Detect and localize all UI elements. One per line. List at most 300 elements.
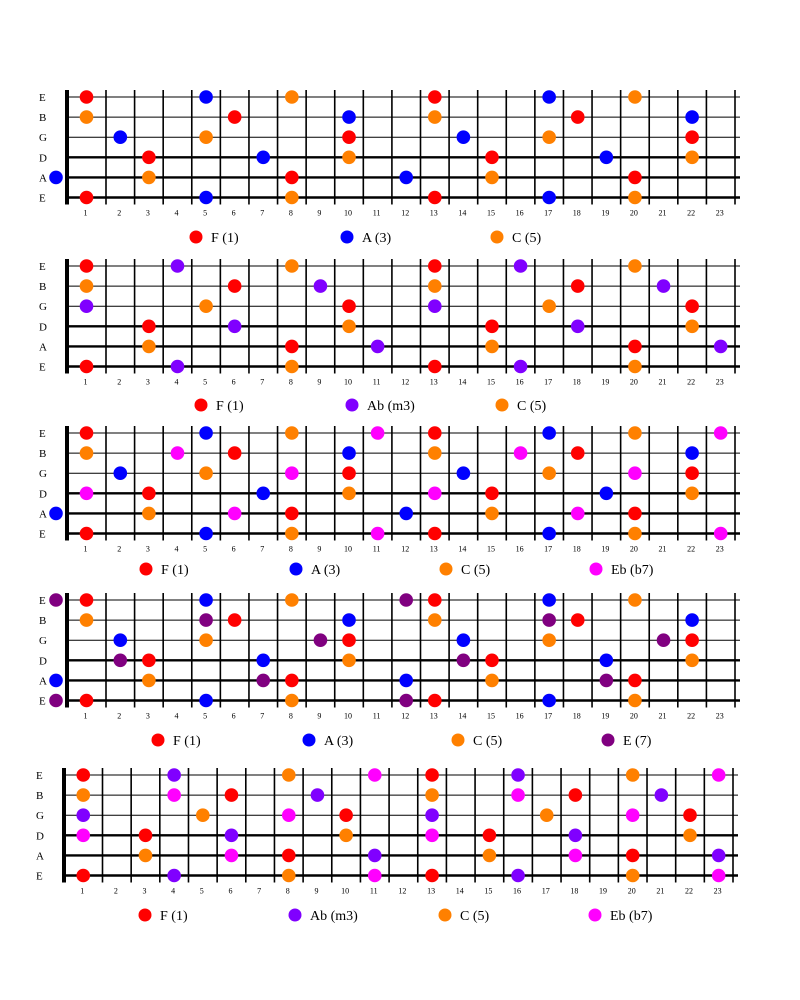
note-dot <box>80 613 94 627</box>
legend-label: Eb (b7) <box>610 909 653 924</box>
note-dot <box>49 674 63 688</box>
note-dot <box>142 171 156 185</box>
fret-number: 8 <box>288 208 293 218</box>
note-dot <box>80 360 94 374</box>
note-dot <box>199 426 213 440</box>
note-dot <box>485 674 499 688</box>
note-dot <box>485 507 499 521</box>
note-dot <box>368 869 382 883</box>
string-label: G <box>36 810 44 823</box>
fret-number: 1 <box>83 711 88 721</box>
note-dot <box>225 849 239 863</box>
note-dot <box>282 869 296 883</box>
fret-number: 3 <box>145 711 150 721</box>
note-dot <box>339 829 353 843</box>
note-dot <box>542 90 556 104</box>
nut <box>65 593 69 708</box>
note-dot <box>600 654 614 668</box>
note-dot <box>626 768 640 782</box>
legend-swatch <box>346 399 359 412</box>
string-label: E <box>39 92 46 104</box>
fret-number: 14 <box>458 544 467 554</box>
note-dot <box>228 320 242 334</box>
nut <box>62 768 66 883</box>
string-label: D <box>39 655 47 668</box>
note-dot <box>542 130 556 144</box>
note-dot <box>199 130 213 144</box>
legend-label: F (1) <box>161 563 189 578</box>
fret-number: 6 <box>231 377 236 387</box>
note-dot <box>542 191 556 205</box>
note-dot <box>285 466 299 480</box>
fret-number: 10 <box>344 208 353 218</box>
note-dot <box>228 507 242 521</box>
note-dot <box>285 593 299 607</box>
fret-number: 17 <box>544 208 553 218</box>
note-dot <box>171 446 185 460</box>
note-dot <box>428 446 442 460</box>
note-dot <box>142 654 156 668</box>
note-dot <box>428 694 442 708</box>
fret-number: 5 <box>203 377 208 387</box>
fret-number: 12 <box>401 544 410 554</box>
fret-number: 13 <box>429 208 438 218</box>
note-dot <box>113 466 127 480</box>
note-dot <box>428 360 442 374</box>
fret-number: 17 <box>544 711 553 721</box>
legend-swatch <box>152 734 165 747</box>
fret-number: 19 <box>601 711 610 721</box>
fret-number: 9 <box>314 886 319 896</box>
note-dot <box>569 829 583 843</box>
note-dot <box>514 360 528 374</box>
note-dot <box>542 299 556 313</box>
fret-number: 5 <box>203 208 208 218</box>
fret-number: 13 <box>429 711 438 721</box>
note-dot <box>285 360 299 374</box>
note-dot <box>683 808 697 822</box>
note-dot <box>685 613 699 627</box>
note-dot <box>80 446 94 460</box>
fret-number: 7 <box>260 208 265 218</box>
legend-label: C (5) <box>473 734 503 749</box>
fret-number: 12 <box>401 208 410 218</box>
note-dot <box>428 110 442 124</box>
fret-number: 4 <box>171 886 176 896</box>
fret-number: 10 <box>344 544 353 554</box>
note-dot <box>685 633 699 647</box>
legend-swatch <box>290 563 303 576</box>
note-dot <box>80 259 94 273</box>
note-dot <box>80 110 94 124</box>
fret-number: 21 <box>658 711 667 721</box>
fret-number: 3 <box>145 208 150 218</box>
note-dot <box>285 507 299 521</box>
legend-label: F (1) <box>211 231 239 246</box>
note-dot <box>139 829 153 843</box>
fret-number: 7 <box>257 886 262 896</box>
note-dot <box>511 788 525 802</box>
note-dot <box>399 593 413 607</box>
legend-swatch <box>341 231 354 244</box>
fret-number: 21 <box>658 377 667 387</box>
note-dot <box>285 527 299 541</box>
note-dot <box>428 279 442 293</box>
note-dot <box>685 466 699 480</box>
fretboard-diagram-f-dominant-7 <box>39 426 740 578</box>
note-dot <box>425 768 439 782</box>
fret-number: 23 <box>715 208 724 218</box>
note-dot <box>628 527 642 541</box>
note-dot <box>342 320 356 334</box>
fret-number: 18 <box>572 208 581 218</box>
fret-number: 3 <box>142 886 147 896</box>
string-label: A <box>39 172 47 185</box>
fret-number: 5 <box>199 886 204 896</box>
fret-number: 7 <box>260 377 265 387</box>
note-dot <box>167 768 181 782</box>
note-dot <box>285 171 299 185</box>
legend-swatch <box>289 909 302 922</box>
note-dot <box>371 527 385 541</box>
note-dot <box>49 507 63 521</box>
fret-number: 1 <box>83 544 88 554</box>
note-dot <box>342 299 356 313</box>
note-dot <box>171 259 185 273</box>
note-dot <box>428 426 442 440</box>
legend-swatch <box>139 909 152 922</box>
note-dot <box>314 633 328 647</box>
nut <box>65 426 69 541</box>
string-label: E <box>36 770 43 782</box>
fret-number: 2 <box>117 377 122 387</box>
note-dot <box>571 110 585 124</box>
note-dot <box>569 788 583 802</box>
fret-number: 18 <box>572 377 581 387</box>
string-label: D <box>36 830 44 843</box>
note-dot <box>139 849 153 863</box>
nut <box>65 259 69 374</box>
legend-label: Eb (b7) <box>611 563 654 578</box>
note-dot <box>142 507 156 521</box>
note-dot <box>76 829 90 843</box>
note-dot <box>80 191 94 205</box>
fret-number: 2 <box>117 208 122 218</box>
fretboard-diagram-f-minor-7 <box>36 768 738 924</box>
note-dot <box>712 768 726 782</box>
legend-label: A (3) <box>362 231 392 246</box>
note-dot <box>80 279 94 293</box>
note-dot <box>483 829 497 843</box>
fret-number: 15 <box>486 711 495 721</box>
legend-swatch <box>190 231 203 244</box>
note-dot <box>685 320 699 334</box>
fret-number: 5 <box>203 711 208 721</box>
fret-number: 13 <box>429 544 438 554</box>
note-dot <box>571 279 585 293</box>
note-dot <box>142 151 156 165</box>
note-dot <box>457 130 471 144</box>
legend-label: F (1) <box>216 399 244 414</box>
note-dot <box>228 110 242 124</box>
fret-number: 17 <box>544 544 553 554</box>
fret-number: 6 <box>231 544 236 554</box>
note-dot <box>511 869 525 883</box>
fret-number: 17 <box>541 886 550 896</box>
string-label: B <box>39 112 47 125</box>
note-dot <box>628 360 642 374</box>
note-dot <box>282 808 296 822</box>
note-dot <box>76 768 90 782</box>
note-dot <box>428 593 442 607</box>
fret-number: 22 <box>687 377 696 387</box>
fret-number: 4 <box>174 711 179 721</box>
note-dot <box>428 527 442 541</box>
string-label: G <box>39 468 47 481</box>
fret-number: 4 <box>174 208 179 218</box>
note-dot <box>714 527 728 541</box>
fret-number: 16 <box>515 544 524 554</box>
string-label: A <box>39 508 47 521</box>
note-dot <box>485 487 499 501</box>
note-dot <box>342 446 356 460</box>
note-dot <box>113 130 127 144</box>
note-dot <box>540 808 554 822</box>
note-dot <box>285 674 299 688</box>
note-dot <box>485 340 499 354</box>
fret-number: 12 <box>398 886 407 896</box>
note-dot <box>80 299 94 313</box>
string-label: E <box>39 528 46 541</box>
note-dot <box>485 171 499 185</box>
fret-number: 2 <box>117 711 122 721</box>
note-dot <box>142 674 156 688</box>
note-dot <box>113 654 127 668</box>
fret-number: 9 <box>317 711 322 721</box>
fret-number: 5 <box>203 544 208 554</box>
string-label: G <box>39 301 47 314</box>
note-dot <box>282 768 296 782</box>
note-dot <box>628 171 642 185</box>
fretboard-diagram-f-minor <box>39 259 740 414</box>
note-dot <box>199 90 213 104</box>
note-dot <box>399 171 413 185</box>
note-dot <box>600 487 614 501</box>
note-dot <box>199 613 213 627</box>
string-label: D <box>39 152 47 165</box>
fret-number: 9 <box>317 544 322 554</box>
fret-number: 23 <box>715 377 724 387</box>
note-dot <box>685 654 699 668</box>
fret-number: 23 <box>715 544 724 554</box>
note-dot <box>571 446 585 460</box>
string-label: D <box>39 321 47 334</box>
note-dot <box>657 633 671 647</box>
note-dot <box>196 808 210 822</box>
fret-number: 19 <box>601 377 610 387</box>
note-dot <box>282 849 296 863</box>
fret-number: 12 <box>401 377 410 387</box>
legend-swatch <box>439 909 452 922</box>
note-dot <box>342 487 356 501</box>
fret-number: 16 <box>515 377 524 387</box>
note-dot <box>256 654 270 668</box>
note-dot <box>368 849 382 863</box>
note-dot <box>199 593 213 607</box>
note-dot <box>228 279 242 293</box>
note-dot <box>628 507 642 521</box>
fret-number: 15 <box>486 208 495 218</box>
fret-number: 6 <box>231 711 236 721</box>
string-label: B <box>39 281 47 294</box>
note-dot <box>342 110 356 124</box>
fret-number: 11 <box>369 886 378 896</box>
legend-swatch <box>195 399 208 412</box>
note-dot <box>142 487 156 501</box>
fret-number: 20 <box>629 208 638 218</box>
fret-number: 16 <box>515 711 524 721</box>
fret-number: 8 <box>288 377 293 387</box>
note-dot <box>685 151 699 165</box>
fret-number: 10 <box>344 377 353 387</box>
legend-swatch <box>590 563 603 576</box>
fret-number: 14 <box>458 711 467 721</box>
fret-number: 16 <box>513 886 522 896</box>
fret-number: 22 <box>687 544 696 554</box>
fret-number: 20 <box>629 377 638 387</box>
note-dot <box>657 279 671 293</box>
note-dot <box>371 340 385 354</box>
note-dot <box>256 487 270 501</box>
fret-number: 10 <box>344 711 353 721</box>
fret-number: 11 <box>372 544 381 554</box>
note-dot <box>628 426 642 440</box>
note-dot <box>425 869 439 883</box>
fret-number: 14 <box>458 377 467 387</box>
fret-number: 7 <box>260 711 265 721</box>
note-dot <box>142 320 156 334</box>
note-dot <box>714 426 728 440</box>
note-dot <box>514 446 528 460</box>
note-dot <box>425 788 439 802</box>
fret-number: 19 <box>599 886 608 896</box>
note-dot <box>371 426 385 440</box>
fret-number: 1 <box>80 886 85 896</box>
note-dot <box>80 593 94 607</box>
fret-number: 13 <box>427 886 436 896</box>
fret-number: 12 <box>401 711 410 721</box>
note-dot <box>199 527 213 541</box>
note-dot <box>76 808 90 822</box>
fret-number: 18 <box>570 886 579 896</box>
note-dot <box>80 426 94 440</box>
note-dot <box>339 808 353 822</box>
note-dot <box>80 694 94 708</box>
string-label: B <box>36 790 44 803</box>
fret-number: 22 <box>687 711 696 721</box>
note-dot <box>542 466 556 480</box>
legend-label: E (7) <box>623 734 652 749</box>
string-label: A <box>36 850 44 863</box>
note-dot <box>457 654 471 668</box>
fret-number: 18 <box>572 544 581 554</box>
note-dot <box>428 487 442 501</box>
legend-label: F (1) <box>160 909 188 924</box>
note-dot <box>342 151 356 165</box>
note-dot <box>225 829 239 843</box>
legend-label: F (1) <box>173 734 201 749</box>
note-dot <box>457 633 471 647</box>
note-dot <box>425 808 439 822</box>
note-dot <box>485 320 499 334</box>
note-dot <box>626 869 640 883</box>
fret-number: 13 <box>429 377 438 387</box>
fret-number: 3 <box>145 544 150 554</box>
note-dot <box>542 527 556 541</box>
note-dot <box>712 869 726 883</box>
string-label: G <box>39 635 47 648</box>
note-dot <box>399 507 413 521</box>
string-label: A <box>39 675 47 688</box>
note-dot <box>167 869 181 883</box>
note-dot <box>342 654 356 668</box>
legend-label: Ab (m3) <box>367 399 415 414</box>
fret-number: 21 <box>658 208 667 218</box>
note-dot <box>628 259 642 273</box>
fret-number: 15 <box>486 544 495 554</box>
fret-number: 10 <box>341 886 350 896</box>
fret-number: 17 <box>544 377 553 387</box>
legend-label: C (5) <box>517 399 547 414</box>
nut <box>65 90 69 205</box>
legend-swatch <box>602 734 615 747</box>
note-dot <box>80 487 94 501</box>
note-dot <box>628 593 642 607</box>
note-dot <box>342 130 356 144</box>
string-label: A <box>39 341 47 354</box>
note-dot <box>167 788 181 802</box>
note-dot <box>542 593 556 607</box>
note-dot <box>428 299 442 313</box>
fret-number: 11 <box>372 208 381 218</box>
string-label: B <box>39 448 47 461</box>
note-dot <box>628 466 642 480</box>
note-dot <box>76 869 90 883</box>
fret-number: 1 <box>83 377 88 387</box>
note-dot <box>285 259 299 273</box>
fret-number: 19 <box>601 544 610 554</box>
note-dot <box>483 849 497 863</box>
fret-number: 18 <box>572 711 581 721</box>
legend-swatch <box>140 563 153 576</box>
note-dot <box>600 674 614 688</box>
note-dot <box>49 593 63 607</box>
note-dot <box>285 426 299 440</box>
note-dot <box>80 527 94 541</box>
fret-number: 20 <box>629 544 638 554</box>
fret-number: 1 <box>83 208 88 218</box>
note-dot <box>685 110 699 124</box>
note-dot <box>685 130 699 144</box>
note-dot <box>428 90 442 104</box>
note-dot <box>485 151 499 165</box>
fret-number: 2 <box>113 886 118 896</box>
note-dot <box>399 694 413 708</box>
note-dot <box>285 694 299 708</box>
note-dot <box>511 768 525 782</box>
note-dot <box>712 849 726 863</box>
note-dot <box>626 808 640 822</box>
